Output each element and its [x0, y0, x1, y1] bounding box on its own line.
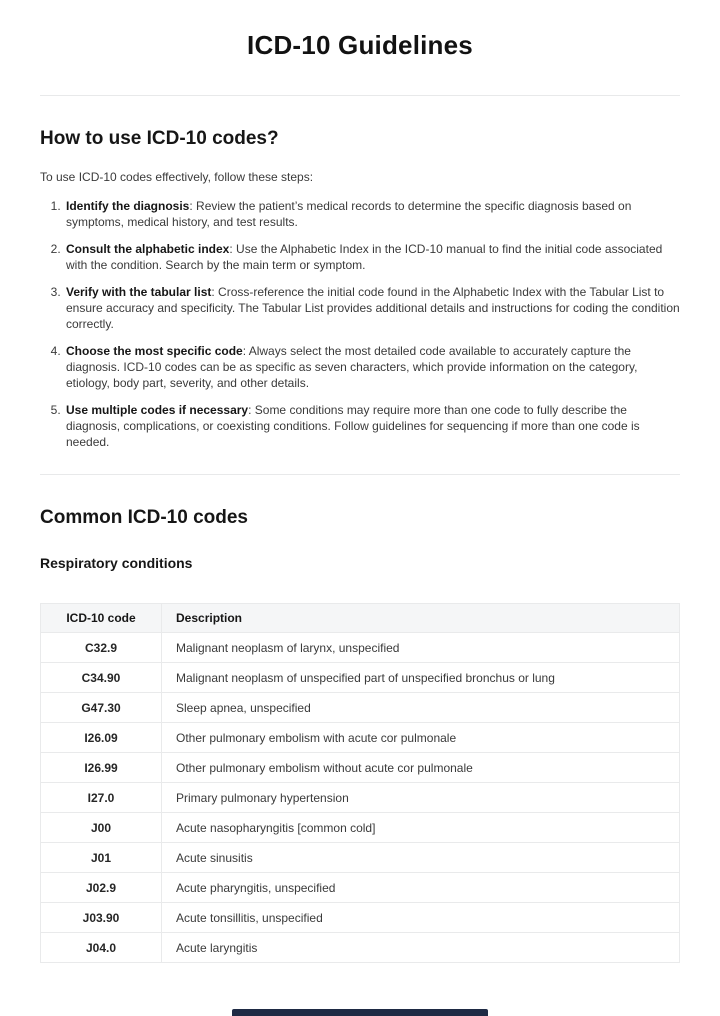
- step-text: : Use the Alphabetic Index in the ICD-10 manual to find the initial code associated with the condition. Search by the main term or symptom.: [66, 242, 663, 272]
- step-label: Choose the most specific code: [66, 344, 243, 358]
- section-heading-how-to: How to use ICD-10 codes?: [40, 128, 279, 149]
- description-cell: Other pulmonary embolism with acute cor pulmonale: [162, 723, 680, 753]
- table-header-row: [41, 604, 680, 633]
- divider: [40, 95, 680, 96]
- code-cell: J03.90: [41, 903, 162, 933]
- step-item: [64, 402, 680, 450]
- description-cell: Malignant neoplasm of unspecified part of unspecified bronchus or lung: [162, 663, 680, 693]
- code-cell: I26.09: [41, 723, 162, 753]
- column-header-code: ICD-10 code: [41, 604, 162, 633]
- code-cell: J02.9: [41, 873, 162, 903]
- divider: [40, 474, 680, 475]
- step-text: : Always select the most detailed code available to accurately capture the diagnosis. ICD-10 codes can be as specific as seven characters, which provide information on the category, etiology, body part, severity, and other details.: [66, 344, 638, 390]
- table-row: [41, 783, 680, 813]
- step-label: Identify the diagnosis: [66, 199, 190, 213]
- table-row: [41, 813, 680, 843]
- step-item: [64, 198, 680, 230]
- table-row: [41, 753, 680, 783]
- description-cell: Acute sinusitis: [162, 843, 680, 873]
- code-cell: C34.90: [41, 663, 162, 693]
- step-item: [64, 343, 680, 391]
- icd10-codes-table: [40, 603, 680, 963]
- description-cell: Primary pulmonary hypertension: [162, 783, 680, 813]
- table-row: [41, 933, 680, 963]
- section-heading-common-codes: Common ICD-10 codes: [40, 507, 248, 528]
- table-row: [41, 663, 680, 693]
- subsection-heading-respiratory: Respiratory conditions: [40, 555, 193, 571]
- step-label: Consult the alphabetic index: [66, 242, 230, 256]
- bottom-accent-bar: [232, 1009, 488, 1016]
- description-cell: Acute nasopharyngitis [common cold]: [162, 813, 680, 843]
- description-cell: Sleep apnea, unspecified: [162, 693, 680, 723]
- table-row: [41, 633, 680, 663]
- code-cell: J01: [41, 843, 162, 873]
- code-cell: I27.0: [41, 783, 162, 813]
- steps-list: [40, 198, 680, 450]
- page-title: ICD-10 Guidelines: [247, 30, 473, 60]
- description-cell: Malignant neoplasm of larynx, unspecified: [162, 633, 680, 663]
- description-cell: Other pulmonary embolism without acute cor pulmonale: [162, 753, 680, 783]
- step-label: Verify with the tabular list: [66, 285, 212, 299]
- column-header-description: Description: [162, 604, 680, 633]
- step-item: [64, 284, 680, 332]
- intro-text: To use ICD-10 codes effectively, follow these steps:: [40, 170, 314, 184]
- code-cell: J00: [41, 813, 162, 843]
- step-text: : Review the patient’s medical records to determine the specific diagnosis based on symptoms, medical history, and test results.: [66, 199, 632, 229]
- table-row: [41, 843, 680, 873]
- code-cell: G47.30: [41, 693, 162, 723]
- code-cell: C32.9: [41, 633, 162, 663]
- table-row: [41, 873, 680, 903]
- code-cell: I26.99: [41, 753, 162, 783]
- step-text: : Some conditions may require more than one code to fully describe the diagnosis, complications, or coexisting conditions. Follow guidelines for sequencing if more than one code is needed.: [66, 403, 640, 449]
- description-cell: Acute pharyngitis, unspecified: [162, 873, 680, 903]
- table-row: [41, 693, 680, 723]
- description-cell: Acute tonsillitis, unspecified: [162, 903, 680, 933]
- description-cell: Acute laryngitis: [162, 933, 680, 963]
- step-label: Use multiple codes if necessary: [66, 403, 249, 417]
- table-row: [41, 723, 680, 753]
- step-item: [64, 241, 680, 273]
- code-cell: J04.0: [41, 933, 162, 963]
- step-text: : Cross-reference the initial code found in the Alphabetic Index with the Tabular List to ensure accuracy and specificity. The Tabular List provides additional details and instructions for coding the condition correctly.: [66, 285, 680, 331]
- table-row: [41, 903, 680, 933]
